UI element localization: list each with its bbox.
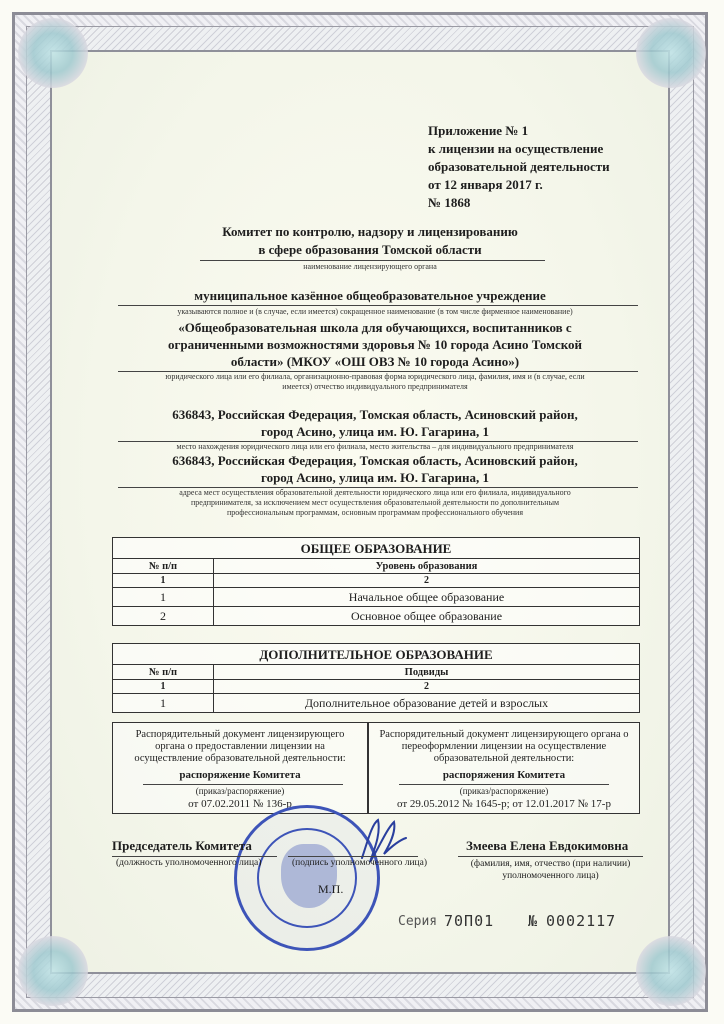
number-value: 0002117 — [546, 912, 617, 930]
authority-line-2: в сфере образования Томской области — [258, 242, 482, 257]
grant-document-line-2: органа о предоставлении лицензии на — [155, 741, 325, 752]
reissue-document-line-1: Распорядительный документ лицензирующего органа о — [379, 729, 629, 740]
general-education-row-2-value: Основное общее образование — [214, 607, 640, 626]
grant-document-description — [113, 729, 367, 765]
general-education-title: ОБЩЕЕ ОБРАЗОВАНИЕ — [113, 538, 640, 559]
activity-address-line-1: 636843, Российская Федерация, Томская область, Асиновский район, — [172, 453, 578, 468]
general-education-table — [112, 537, 640, 626]
appendix-line-3: образовательной деятельности — [428, 159, 610, 174]
reissue-document-box — [368, 722, 640, 814]
corner-ornament-top-right — [636, 18, 706, 88]
additional-education-col-index-2: 2 — [214, 680, 640, 694]
reissue-document-date: от 29.05.2012 № 1645-р; от 12.01.2017 № 17-р — [397, 798, 611, 810]
grant-document-kind-underline — [143, 784, 343, 785]
grant-document-date: от 07.02.2011 № 136-р — [188, 798, 292, 810]
activity-address-caption — [110, 488, 640, 518]
signatory-name-caption — [458, 858, 643, 882]
signature-caption: (подпись уполномоченного лица) — [292, 858, 428, 868]
additional-education-row-1-num: 1 — [113, 694, 214, 713]
grant-document-line-3: осуществление образовательной деятельности: — [134, 753, 346, 764]
table-row — [113, 588, 640, 607]
seal-place-mark: М.П. — [318, 882, 344, 896]
additional-education-col-num: № п/п — [113, 665, 214, 680]
signatory-position: Председатель Комитета — [112, 838, 252, 853]
appendix-line-2: к лицензии на осуществление — [428, 141, 604, 156]
general-education-col-index-2: 2 — [214, 574, 640, 588]
appendix-header — [428, 122, 610, 212]
organization-name-caption-line-2: имеется) отчество индивидуального предпринимателя — [282, 382, 468, 391]
series-label: Серия — [398, 914, 438, 929]
authority-caption: наименование лицензирующего органа — [303, 262, 437, 271]
general-education-row-1-num: 1 — [113, 588, 214, 607]
legal-address-line-1: 636843, Российская Федерация, Томская область, Асиновский район, — [172, 407, 578, 422]
appendix-line-5: № 1868 — [428, 195, 471, 210]
organization-name-line-2: ограниченными возможностями здоровья № 10 города Асино Томской — [167, 337, 583, 352]
additional-education-col-sub: Подвиды — [214, 665, 640, 680]
general-education-col-index-1: 1 — [113, 574, 214, 588]
reissue-document-kind-underline — [399, 784, 609, 785]
additional-education-table — [112, 643, 640, 713]
reissue-document-kind: распоряжения Комитета — [442, 769, 566, 781]
additional-education-title: ДОПОЛНИТЕЛЬНОЕ ОБРАЗОВАНИЕ — [113, 644, 640, 665]
organization-type-caption: указываются полное и (в случае, если имеется) сокращенное наименование (в том числе фирменное наименование) — [177, 307, 573, 316]
signatory-name-caption-line-1: (фамилия, имя, отчество (при наличии) — [470, 859, 631, 869]
appendix-line-4: от 12 января 2017 г. — [428, 177, 543, 192]
signatory-name: Змеева Елена Евдокимовна — [466, 838, 629, 853]
authority-line-1: Комитет по контролю, надзору и лицензированию — [222, 224, 518, 239]
table-row — [113, 694, 640, 713]
corner-ornament-bottom-right — [636, 936, 706, 1006]
signatory-name-underline — [458, 856, 643, 857]
general-education-row-2-num: 2 — [113, 607, 214, 626]
organization-name-line-1: «Общеобразовательная школа для обучающихся, воспитанников с — [178, 320, 572, 335]
activity-address-line-2: город Асино, улица им. Ю. Гагарина, 1 — [260, 470, 489, 485]
grant-document-kind: распоряжение Комитета — [179, 769, 301, 781]
additional-education-row-1-value: Дополнительное образование детей и взрослых — [214, 694, 640, 713]
reissue-document-line-2: переоформлении лицензии на осуществление — [401, 741, 607, 752]
signatory-name-caption-line-2: уполномоченного лица) — [502, 871, 599, 881]
series-value: 70П01 — [444, 912, 495, 930]
appendix-line-1: Приложение № 1 — [428, 123, 529, 138]
organization-type-underline — [118, 305, 638, 306]
general-education-row-1-value: Начальное общее образование — [214, 588, 640, 607]
organization-name-caption — [110, 372, 640, 392]
table-row — [113, 607, 640, 626]
signature-underline — [288, 856, 418, 857]
corner-ornament-top-left — [18, 18, 88, 88]
activity-address-caption-line-3: профессиональным программам, основным программам профессионального обучения — [226, 508, 524, 517]
grant-document-caption: (приказ/распоряжение) — [195, 786, 285, 796]
legal-address-caption: место нахождения юридического лица или его филиала, место жительства – для индивидуального предпринимателя — [176, 442, 574, 451]
legal-address-line-2: город Асино, улица им. Ю. Гагарина, 1 — [260, 424, 489, 439]
corner-ornament-bottom-left — [18, 936, 88, 1006]
additional-education-col-index-1: 1 — [113, 680, 214, 694]
signatory-position-underline — [112, 856, 277, 857]
reissue-document-description — [369, 729, 639, 765]
signatory-position-caption: (должность уполномоченного лица) — [116, 858, 262, 868]
general-education-col-num: № п/п — [113, 559, 214, 574]
general-education-col-level: Уровень образования — [214, 559, 640, 574]
reissue-document-caption: (приказ/распоряжение) — [459, 786, 549, 796]
number-label: № — [528, 912, 538, 930]
reissue-document-line-3: образовательной деятельности: — [433, 753, 575, 764]
organization-name-caption-line-1: юридического лица или его филиала, организационно-правовая форма юридического лица, фамилия, имя и (в случае, если — [165, 372, 585, 381]
organization-name-line-3: области» (МКОУ «ОШ ОВЗ № 10 города Асино») — [230, 354, 520, 369]
authority-underline — [200, 260, 545, 261]
organization-type: муниципальное казённое общеобразовательное учреждение — [194, 288, 546, 303]
grant-document-line-1: Распорядительный документ лицензирующего — [135, 729, 345, 740]
activity-address-caption-line-2: предпринимателя, за исключением мест осуществления образовательной деятельности по дополнительным — [190, 498, 560, 507]
coat-of-arms-icon — [281, 844, 337, 908]
grant-document-box — [112, 722, 368, 814]
activity-address-caption-line-1: адреса мест осуществления образовательной деятельности юридического лица или его филиала, индивидуального — [179, 488, 571, 497]
